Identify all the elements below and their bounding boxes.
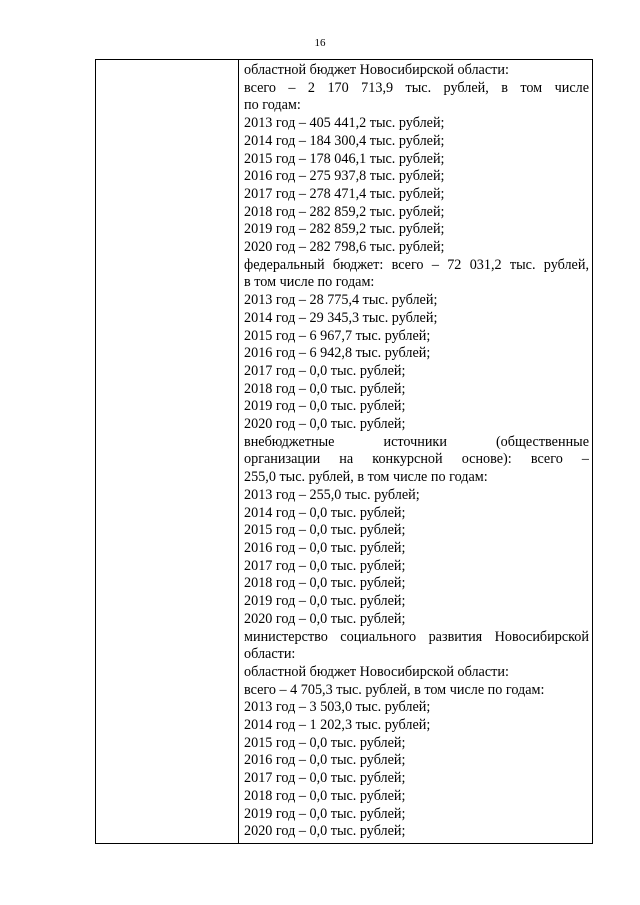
text-line: федеральный бюджет: всего – 72 031,2 тыс. рублей, xyxy=(244,256,589,273)
text-line: 2016 год – 6 942,8 тыс. рублей; xyxy=(244,345,431,362)
text-line: 2020 год – 282 798,6 тыс. рублей; xyxy=(244,239,445,256)
text-line: 2015 год – 178 046,1 тыс. рублей; xyxy=(244,150,445,167)
text-line: в том числе по годам: xyxy=(244,274,375,291)
text-line: 2016 год – 0,0 тыс. рублей; xyxy=(244,752,406,769)
table-cell-left-empty xyxy=(96,60,238,843)
text-line: 2017 год – 0,0 тыс. рублей; xyxy=(244,362,406,379)
text-line: 2013 год – 255,0 тыс. рублей; xyxy=(244,486,420,503)
text-line: 2018 год – 0,0 тыс. рублей; xyxy=(244,380,406,397)
text-line: 2017 год – 0,0 тыс. рублей; xyxy=(244,557,406,574)
text-line: 2017 год – 278 471,4 тыс. рублей; xyxy=(244,185,445,202)
text-line: 2015 год – 0,0 тыс. рублей; xyxy=(244,734,406,751)
text-line: 2017 год – 0,0 тыс. рублей; xyxy=(244,770,406,787)
text-line: всего – 2 170 713,9 тыс. рублей, в том числе xyxy=(244,79,589,96)
text-line: областной бюджет Новосибирской области: xyxy=(244,62,509,78)
text-line: 2013 год – 28 775,4 тыс. рублей; xyxy=(244,292,438,309)
text-line: 2018 год – 282 859,2 тыс. рублей; xyxy=(244,203,445,220)
text-line: внебюджетные источники (общественные xyxy=(244,433,589,450)
text-line: 2014 год – 1 202,3 тыс. рублей; xyxy=(244,717,431,734)
text-line: 2013 год – 405 441,2 тыс. рублей; xyxy=(244,115,445,132)
text-line: 2015 год – 6 967,7 тыс. рублей; xyxy=(244,327,431,344)
text-line: 255,0 тыс. рублей, в том числе по годам: xyxy=(244,469,488,486)
text-line: 2020 год – 0,0 тыс. рублей; xyxy=(244,610,406,627)
column-divider xyxy=(238,60,239,843)
table-cell-funding-text xyxy=(244,62,589,841)
text-line: областной бюджет Новосибирской области: xyxy=(244,663,509,680)
page-number: 16 xyxy=(314,37,326,49)
text-line: 2018 год – 0,0 тыс. рублей; xyxy=(244,787,406,804)
text-line: министерство социального развития Новосибирской xyxy=(244,628,589,645)
text-line: 2019 год – 282 859,2 тыс. рублей; xyxy=(244,221,445,238)
text-line: 2019 год – 0,0 тыс. рублей; xyxy=(244,398,406,415)
text-line: организации на конкурсной основе): всего – xyxy=(244,451,589,468)
funding-table xyxy=(95,59,593,844)
text-line: 2018 год – 0,0 тыс. рублей; xyxy=(244,575,406,592)
text-line: 2020 год – 0,0 тыс. рублей; xyxy=(244,416,406,433)
text-line: всего – 4 705,3 тыс. рублей, в том числе по годам: xyxy=(244,681,545,698)
text-line: 2014 год – 184 300,4 тыс. рублей; xyxy=(244,132,445,149)
text-line: по годам: xyxy=(244,97,301,114)
text-line: 2015 год – 0,0 тыс. рублей; xyxy=(244,522,406,539)
text-line: 2019 год – 0,0 тыс. рублей; xyxy=(244,593,406,610)
text-line: 2020 год – 0,0 тыс. рублей; xyxy=(244,823,406,840)
text-line: области: xyxy=(244,646,296,663)
text-line: 2016 год – 275 937,8 тыс. рублей; xyxy=(244,168,445,185)
text-line: 2014 год – 29 345,3 тыс. рублей; xyxy=(244,309,438,326)
text-line: 2019 год – 0,0 тыс. рублей; xyxy=(244,805,406,822)
text-line: 2014 год – 0,0 тыс. рублей; xyxy=(244,504,406,521)
text-line: 2016 год – 0,0 тыс. рублей; xyxy=(244,539,406,556)
text-line: 2013 год – 3 503,0 тыс. рублей; xyxy=(244,699,431,716)
